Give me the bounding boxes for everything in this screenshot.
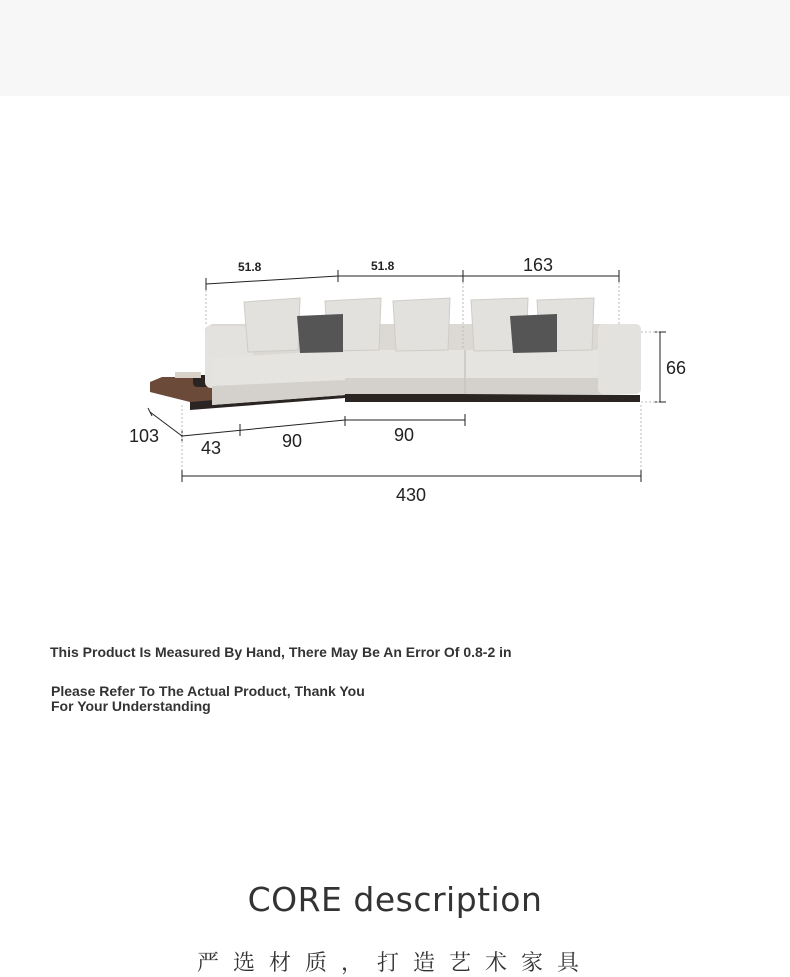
dim-bottom-43: 43 [201,438,222,458]
dim-top-middle: 51.8 [371,259,395,273]
dim-top-left: 51.8 [238,260,262,274]
top-banner [0,0,790,96]
dark-pillow-2 [510,314,557,353]
cushion-1 [244,298,300,352]
section-subtitle: 严选材质，打造艺术家具 [196,951,593,976]
measurement-note: This Product Is Measured By Hand, There May Be An Error Of 0.8-2 in [50,644,512,660]
cushion-3 [393,298,450,351]
sofa-right-arm [598,324,641,394]
dim-bottom-90a: 90 [282,431,303,451]
dim-top-right: 163 [523,255,554,275]
understanding-note: Please Refer To The Actual Product, Thank You For Your Understanding [51,683,365,714]
dim-total-width: 430 [396,485,427,505]
side-table-book [175,372,201,378]
sofa-illustration [150,298,641,410]
section-title: CORE description [247,880,543,919]
dim-height: 66 [666,358,687,378]
dim-bottom-90b: 90 [394,425,415,445]
sofa-dimension-diagram [0,240,790,520]
dim-depth-left: 103 [129,426,160,446]
dark-pillow-1 [297,314,343,353]
